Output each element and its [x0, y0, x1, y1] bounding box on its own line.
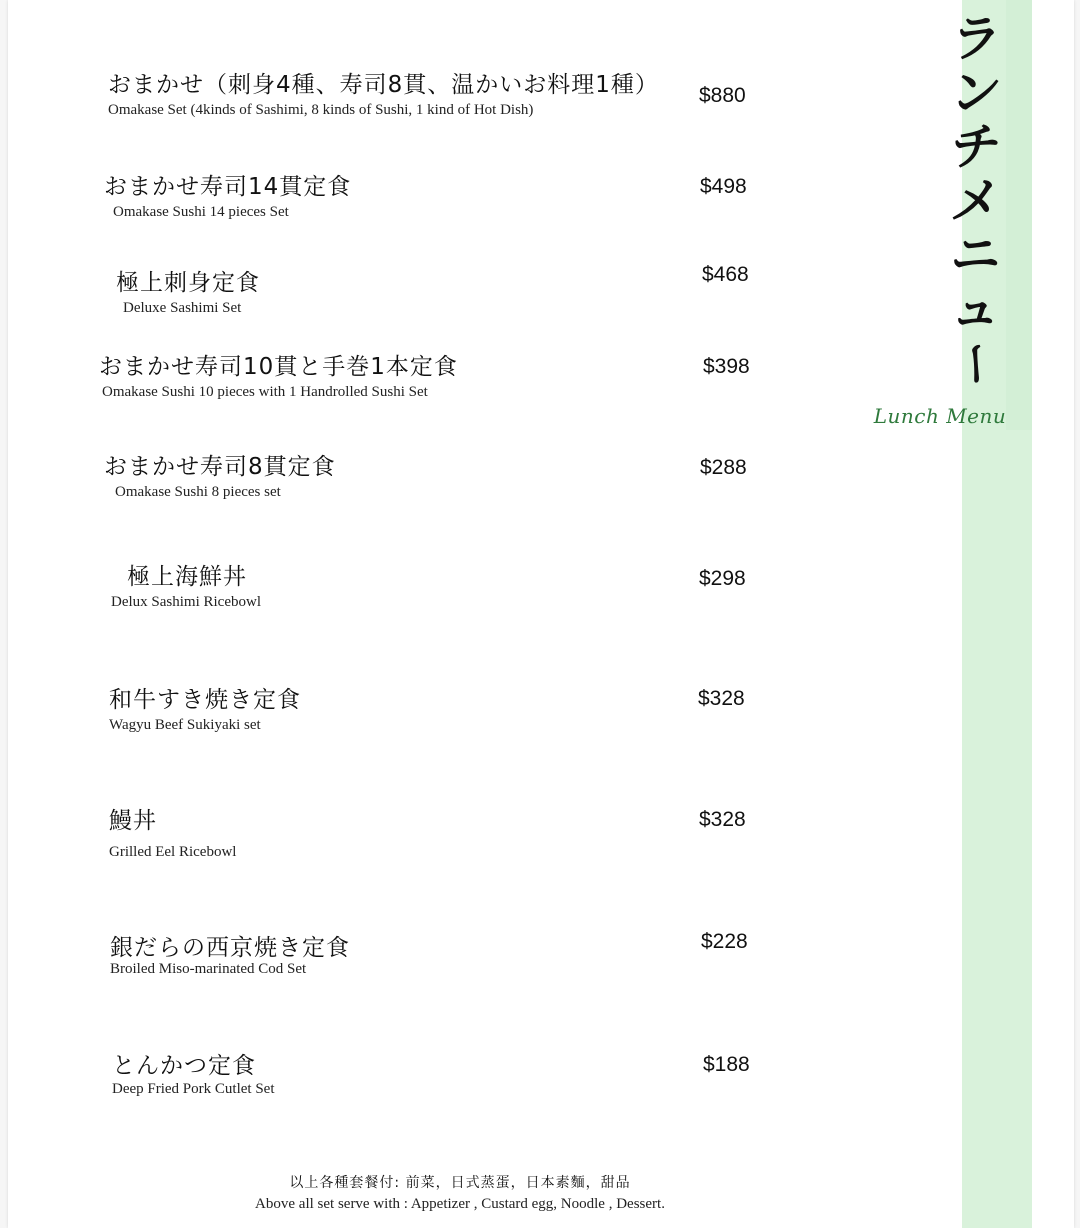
- item-name-jp: 鰻丼: [109, 808, 157, 834]
- menu-title-vertical: [936, 9, 1016, 392]
- item-name-en: Omakase Sushi 8 pieces set: [115, 484, 281, 500]
- title-char: ー: [949, 341, 1003, 387]
- item-name-en: Broiled Miso-marinated Cod Set: [110, 961, 307, 977]
- item-price: $880: [699, 84, 746, 107]
- footer-note-english: Above all set serve with : Appetizer , Custard egg, Noodle , Dessert.: [255, 1196, 665, 1212]
- item-name-jp: おまかせ寿司8貫定食: [104, 454, 336, 480]
- menu-item: [109, 806, 236, 862]
- item-name-en: Wagyu Beef Sukiyaki set: [109, 717, 261, 733]
- item-name-jp: 極上刺身定食: [116, 270, 260, 296]
- item-price: $328: [698, 687, 745, 710]
- footer-note-chinese: 以上各種套餐付: 前菜，日式蒸蛋，日本素麵，甜品: [289, 1175, 631, 1191]
- menu-item: [116, 268, 260, 318]
- item-name-jp: 和牛すき焼き定食: [109, 687, 301, 713]
- menu-item: [104, 172, 351, 222]
- menu-item: [99, 352, 458, 402]
- item-price: $398: [703, 355, 750, 378]
- title-char: ラ: [947, 9, 1005, 68]
- title-char: メ: [947, 171, 1005, 230]
- menu-item: [109, 685, 301, 735]
- item-name-en: Grilled Eel Ricebowl: [109, 844, 237, 860]
- item-price: $328: [699, 808, 746, 831]
- menu-item: [110, 933, 350, 979]
- title-char: ン: [947, 63, 1005, 122]
- item-name-jp: おまかせ寿司10貫と手巻1本定食: [99, 354, 458, 380]
- item-price: $468: [702, 263, 749, 286]
- item-price: $188: [703, 1053, 750, 1076]
- menu-item: [111, 562, 261, 612]
- item-name-en: Omakase Sushi 10 pieces with 1 Handrolled Sushi Set: [102, 384, 428, 400]
- title-char: ニ: [947, 225, 1005, 284]
- menu-subtitle: Lunch Menu: [873, 404, 1007, 428]
- title-char: ュ: [947, 279, 1005, 338]
- item-name-jp: おまかせ寿司14貫定食: [104, 174, 352, 200]
- item-name-jp: 極上海鮮丼: [127, 564, 247, 590]
- item-price: $498: [700, 175, 747, 198]
- item-name-en: Omakase Set (4kinds of Sashimi, 8 kinds of Sushi, 1 kind of Hot Dish): [108, 102, 534, 118]
- item-name-en: Deep Fried Pork Cutlet Set: [112, 1081, 275, 1097]
- menu-item: [104, 452, 336, 502]
- item-name-en: Omakase Sushi 14 pieces Set: [113, 204, 289, 220]
- menu-item: [108, 70, 659, 120]
- item-price: $228: [701, 930, 748, 953]
- item-name-jp: とんかつ定食: [112, 1053, 256, 1079]
- item-name-en: Delux Sashimi Ricebowl: [111, 594, 261, 610]
- title-char: チ: [947, 117, 1005, 176]
- item-price: $288: [700, 456, 747, 479]
- item-name-en: Deluxe Sashimi Set: [123, 300, 242, 316]
- menu-item: [112, 1051, 274, 1099]
- set-includes-note: [180, 1172, 740, 1214]
- item-price: $298: [699, 567, 746, 590]
- item-name-jp: 銀だらの西京焼き定食: [110, 935, 350, 961]
- item-name-jp: おまかせ（刺身4種、寿司8貫、温かいお料理1種）: [108, 72, 659, 98]
